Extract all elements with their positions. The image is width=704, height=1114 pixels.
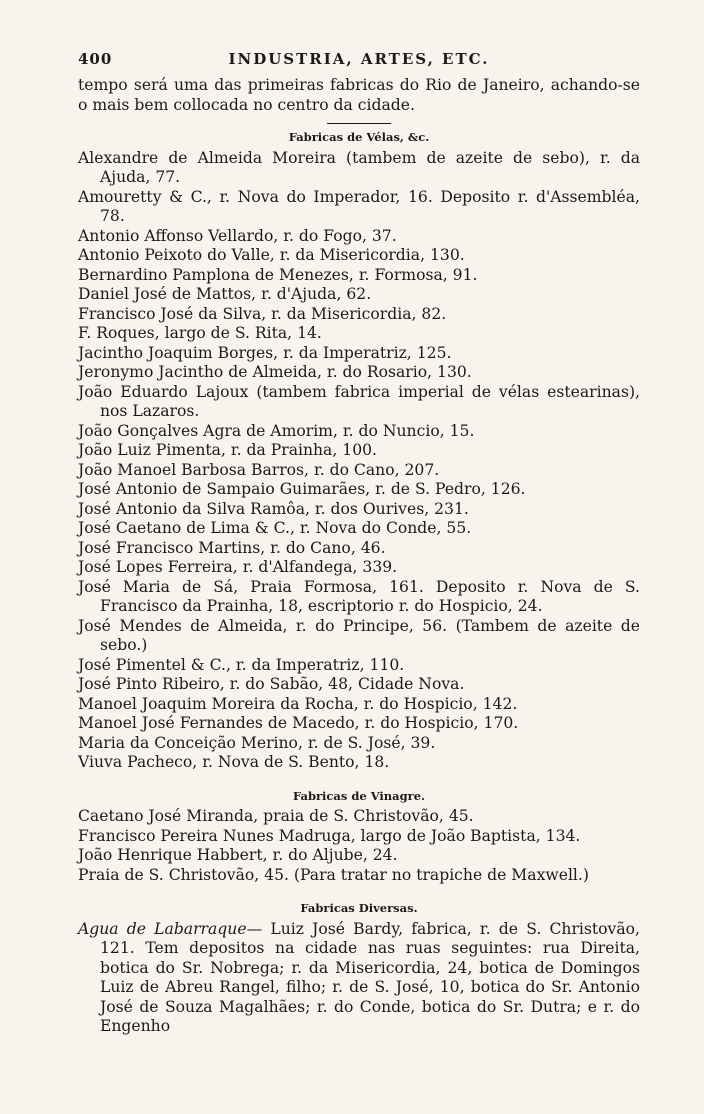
- list-item: Jeronymo Jacintho de Almeida, r. do Rosario, 130.: [78, 363, 472, 381]
- list-item: Francisco José da Silva, r. da Misericordia, 82.: [78, 304, 447, 323]
- list-item: João Eduardo Lajoux (tambem fabrica imperial de vélas estearinas), nos Lazaros.: [78, 382, 640, 420]
- section-title-diversas: Fabricas Diversas.: [300, 901, 418, 915]
- list-item: José Mendes de Almeida, r. do Principe, 56. (Tambem de azeite de sebo.): [78, 616, 640, 654]
- list-item: José Maria de Sá, Praia Formosa, 161. Deposito r. Nova de S. Francisco da Prainha, 18, escriptorio r. do Hospicio, 24.: [78, 577, 640, 615]
- list-item: Daniel José de Mattos, r. d'Ajuda, 62.: [78, 285, 372, 303]
- list-item: José Lopes Ferreira, r. d'Alfandega, 339.: [78, 558, 398, 576]
- list-item: José Antonio de Sampaio Guimarães, r. de S. Pedro, 126.: [78, 480, 526, 498]
- entry-italic-lead: Agua de Labarraque: [78, 919, 247, 938]
- list-item: João Manoel Barbosa Barros, r. do Cano, 207.: [78, 460, 440, 479]
- list-item: José Pimentel & C., r. da Imperatriz, 110.: [78, 655, 405, 674]
- list-item: Praia de S. Christovão, 45. (Para tratar no trapiche de Maxwell.): [78, 865, 589, 884]
- list-item: Bernardino Pamplona de Menezes, r. Formosa, 91.: [78, 265, 478, 284]
- section-title-velas: Fabricas de Vélas, &c.: [288, 130, 430, 144]
- list-item: Antonio Affonso Vellardo, r. do Fogo, 37.: [78, 226, 397, 245]
- list-item: José Pinto Ribeiro, r. do Sabão, 48, Cidade Nova.: [78, 675, 465, 693]
- section-velas-list: [78, 149, 640, 773]
- list-item: João Gonçalves Agra de Amorim, r. do Nuncio, 15.: [78, 421, 475, 440]
- entry-text: — Luiz José Bardy, fabrica, r. de S. Christovão, 121. Tem depositos na cidade nas ruas seguintes: rua Direita, botica do Sr. Nobrega; r. da Misericordia, 24, botica de Domingos Luiz de Abreu Rangel, filho; r. de S. José, 10, botica do Sr. Antonio José de Souza Magalhães; r. do Conde, botica do Sr. Dutra; e r. do Engenho: [100, 919, 640, 1035]
- list-item: Jacintho Joaquim Borges, r. da Imperatriz, 125.: [78, 343, 452, 362]
- section-gap: [78, 885, 640, 897]
- list-item: Amouretty & C., r. Nova do Imperador, 16. Deposito r. d'Assembléa, 78.: [78, 187, 640, 225]
- running-head: INDUSTRIA, ARTES, ETC.: [228, 50, 490, 68]
- page-body: [78, 76, 640, 1037]
- list-item: Alexandre de Almeida Moreira (tambem de azeite de sebo), r. da Ajuda, 77.: [78, 148, 640, 186]
- list-item: Caetano José Miranda, praia de S. Christovão, 45.: [78, 807, 474, 825]
- list-item: João Luiz Pimenta, r. da Prainha, 100.: [78, 441, 377, 459]
- separator-rule: [327, 123, 391, 124]
- list-item: João Henrique Habbert, r. do Aljube, 24.: [78, 846, 398, 864]
- section-title-vinagre: Fabricas de Vinagre.: [292, 788, 426, 803]
- list-item: Francisco Pereira Nunes Madruga, largo de João Baptista, 134.: [78, 826, 581, 845]
- list-item: F. Roques, largo de S. Rita, 14.: [78, 324, 322, 342]
- list-item: José Francisco Martins, r. do Cano, 46.: [78, 538, 386, 557]
- list-item: José Caetano de Lima & C., r. Nova do Conde, 55.: [78, 519, 472, 537]
- list-item: [78, 920, 640, 1037]
- section-gap: [78, 773, 640, 785]
- page-number: 400: [78, 50, 113, 68]
- intro-paragraph: tempo será uma das primeiras fabricas do Rio de Janeiro, achando-se o mais bem collocada no centro da cidade.: [78, 76, 640, 114]
- list-item: José Antonio da Silva Ramôa, r. dos Ourives, 231.: [78, 499, 469, 518]
- list-item: Manoel José Fernandes de Macedo, r. do Hospicio, 170.: [78, 714, 519, 732]
- list-item: Manoel Joaquim Moreira da Rocha, r. do Hospicio, 142.: [78, 694, 518, 713]
- list-item: Maria da Conceição Merino, r. de S. José, 39.: [78, 733, 436, 752]
- section-vinagre-list: [78, 807, 640, 885]
- list-item: Antonio Peixoto do Valle, r. da Misericordia, 130.: [78, 246, 465, 264]
- page-header: [78, 50, 640, 72]
- list-item: Viuva Pacheco, r. Nova de S. Bento, 18.: [78, 753, 390, 771]
